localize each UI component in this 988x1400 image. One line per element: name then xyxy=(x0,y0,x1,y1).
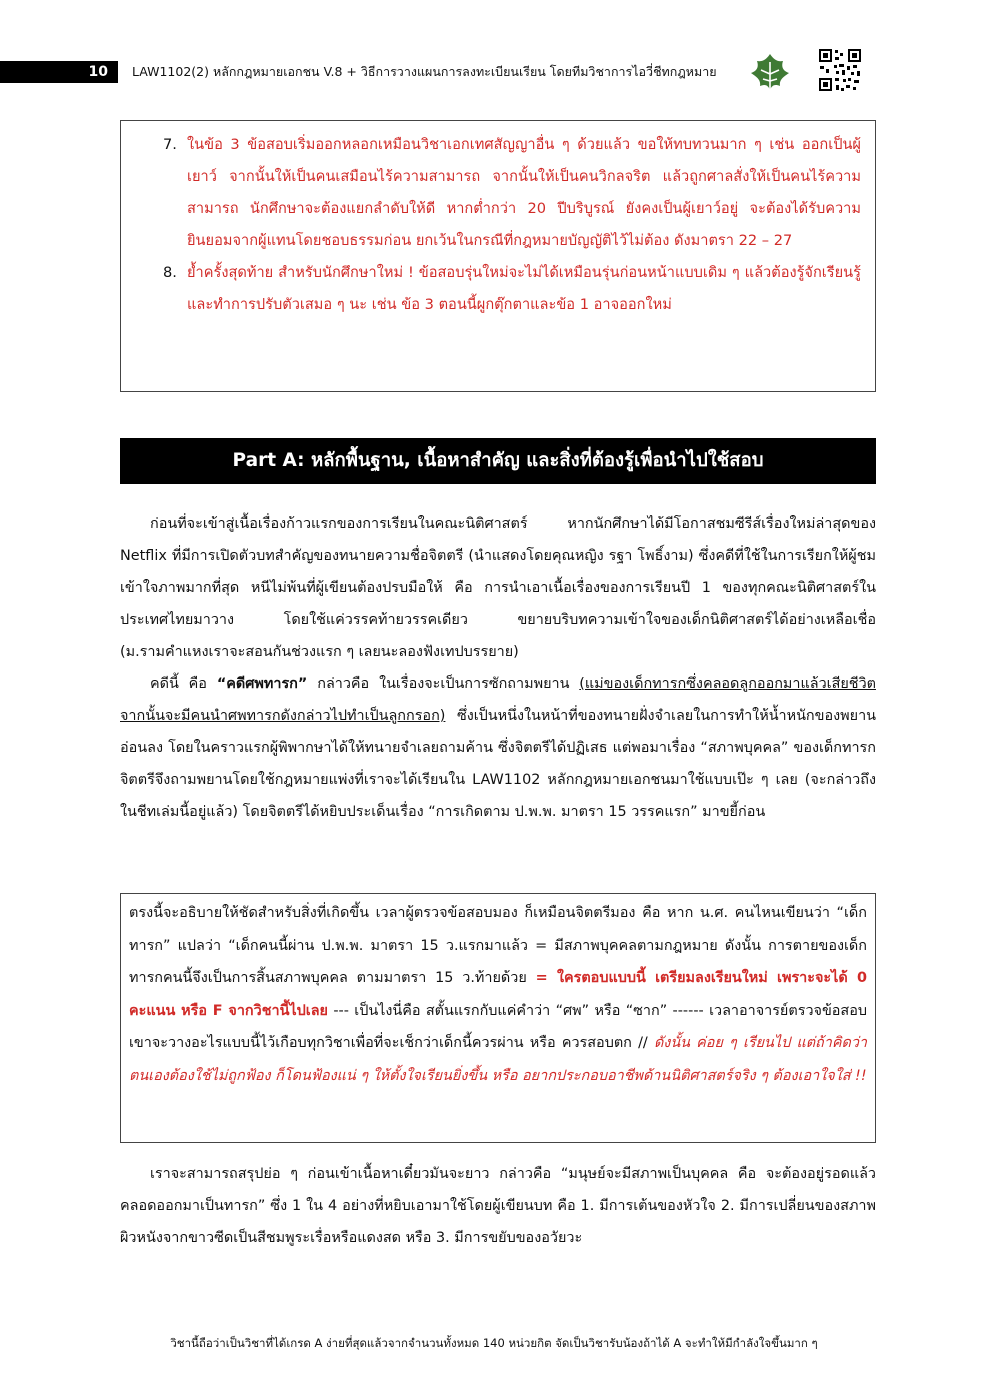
paragraph-summary: เราจะสามารถสรุปย่อ ๆ ก่อนเข้าเนื้อหาเดี๋ยวมันจะยาว กล่าวคือ “มนุษย์จะมีสภาพเป็นบุคคล คือ จะต้องอยู่รอดแล้วคลอดออกมาเป็นทารก” ซึ่ง 1 ใน 4 อย่างที่หยิบเอามาใช้โดยผู้เขียนบท คือ 1. มีการเต้นของหัวใจ 2. มีการเปลี่ยนของสภาพผิวหนังจากขาวซีดเป็นสีชมพูระเรื่อหรือแดงสด หรือ 3. มีการขยับของอวัยวะ xyxy=(120,1166,876,1246)
notes-box xyxy=(120,120,876,392)
case-underlined-note: (แม่ของเด็กทารกซึ่งคลอดลูกออกมาแล้วเสียชีวิต จากนั้นจะมีคนนำศพทารกดังกล่าวไปทำเป็นลูกกรอก) xyxy=(120,676,876,724)
qr-code-icon xyxy=(818,48,862,92)
list-item xyxy=(141,129,861,257)
section-title: Part A: หลักพื้นฐาน, เนื้อหาสำคัญ และสิ่งที่ต้องรู้เพื่อนำไปใช้สอบ xyxy=(120,438,876,484)
ivy-leaf-icon xyxy=(743,48,797,96)
warning-text: = ใครตอบแบบนี้ เตรียมลงเรียนใหม่ เพราะจะได้ 0 คะแนน หรือ F จากวิชานี้ไปเลย xyxy=(129,970,867,1019)
page-number: 10 xyxy=(0,61,118,83)
explanation-part2: --- เป็นไงนี่คือ สตั้นแรกกับแค่คำว่า “ศพ” หรือ “ซาก” ------ เวลาอาจารย์ตรวจข้อสอบ เขาจะวางอะไรแบบนี้ไว้เกือบทุกวิชาเพื่อที่จะเช็กว่าเด็กนี้ควรผ่าน หรือ ควรสอบตก // xyxy=(129,1002,867,1051)
list-item xyxy=(141,257,861,321)
case-lead: คดีนี้ คือ xyxy=(150,676,217,692)
italic-note: ดังนั้น ค่อย ๆ เรียนไป แต่ถ้าคิดว่าตนเองต้องใช้ไม่ถูกฟ้อง ก็โดนฟ้องแน่ ๆ ให้ตั้งใจเรียนยิ่งขึ้น หรือ อยากประกอบอาชีพด้านนิติศาสตร์จริง ๆ ต้องเอาใจใส่ !! xyxy=(129,1035,867,1084)
explanation-box xyxy=(120,893,876,1143)
case-after: กล่าวคือ ในเรื่องจะเป็นการซักถามพยาน xyxy=(307,676,580,692)
case-name: “คดีศพทารก” xyxy=(216,676,308,692)
explanation-text xyxy=(129,897,867,1092)
paragraph-intro: ก่อนที่จะเข้าสู่เนื้อเรื่องก้าวแรกของการเรียนในคณะนิติศาสตร์ หากนักศึกษาได้มีโอกาสชมซีรีส์เรื่องใหม่ล่าสุดของ Netflix ที่มีการเปิดตัวบทสำคัญของทนายความชื่อจิตตรี (นำแสดงโดยคุณหญิง รฐา โพธิ์งาม) ซึ่งคดีที่ใช้ในการเรียกให้ผู้ชมเข้าใจภาพมากที่สุด หนีไม่พ้นที่ผู้เขียนต้องปรบมือให้ คือ การนำเอาเนื้อเรื่องของการเรียนปี 1 ของทุกคณะนิติศาสตร์ในประเทศไทยมาวาง โดยใช้แค่วรรคท้ายวรรคเดียว ขยายบริบทความเข้าใจของเด็กนิติศาสตร์ได้อย่างเหลือเชื่อ (ม.รามคำแหงเราจะสอนกันช่วงแรก ๆ เลยนะลองฟังเทปบรรยาย) xyxy=(120,516,876,660)
notes-list xyxy=(141,129,861,321)
list-item-text: ในข้อ 3 ข้อสอบเริ่มออกหลอกเหมือนวิชาเอกเทศสัญญาอื่น ๆ ด้วยแล้ว ขอให้ทบทวนมาก ๆ เช่น ออกเป็นผู้เยาว์ จากนั้นให้เป็นคนเสมือนไร้ความสามารถ จากนั้นให้เป็นคนวิกลจริต แล้วถูกศาลสั่งให้เป็นคนไร้ความสามารถ นักศึกษาจะต้องแยกลำดับให้ดี หากต่ำกว่า 20 ปีบริบูรณ์ ยังคงเป็นผู้เยาว์อยู่ จะต้องได้รับความยินยอมจากผู้แทนโดยชอบธรรมก่อน ยกเว้นในกรณีที่กฎหมายบัญญัติไว้ไม่ต้อง ดังมาตรา 22 – 27 xyxy=(187,136,861,249)
header-title: LAW1102(2) หลักกฎหมายเอกชน V.8 + วิธีการวางแผนการลงทะเบียนเรียน โดยทีมวิชาการไอวี่ชีทกฎหมาย xyxy=(132,64,717,79)
page-footer: วิชานี้ถือว่าเป็นวิชาที่ได้เกรด A ง่ายที่สุดแล้วจากจำนวนทั้งหมด 140 หน่วยกิต จัดเป็นวิชารับน้องถ้าได้ A จะทำให้มีกำลังใจขึ้นมาก ๆ xyxy=(170,1336,818,1350)
list-item-number: 7. xyxy=(163,136,177,153)
explanation-part1: ตรงนี้จะอธิบายให้ชัดสำหรับสิ่งที่เกิดขึ้น เวลาผู้ตรวจข้อสอบมอง ก็เหมือนจิตตรีมอง คือ หาก น.ศ. คนไหนเขียนว่า “เด็กทารก” แปลว่า “เด็กคนนี้ผ่าน ป.พ.พ. มาตรา 15 ว.แรกมาแล้ว = มีสภาพบุคคลตามกฎหมาย ดังนั้น การตายของเด็กทารกคนนี้จึงเป็นการสิ้นสภาพบุคคล ตามมาตรา 15 ว.ท้ายด้วย xyxy=(129,905,867,986)
case-rest: ซึ่งเป็นหนึ่งในหน้าที่ของทนายฝั่งจำเลยในการทำให้น้ำหนักของพยานอ่อนลง โดยในคราวแรกผู้พิพากษาได้ให้ทนายจำเลยถามค้าน ซึ่งจิตตรีได้ปฏิเสธ แต่พอมาเรื่อง “สภาพบุคคล” ของเด็กทารกจิตตรีจึงถามพยานโดยใช้กฎหมายแพ่งที่เราจะได้เรียนใน LAW1102 หลักกฎหมายเอกชนมาใช้แบบเป๊ะ ๆ เลย (จะกล่าวถึงในชีทเล่มนี้อยู่แล้ว) โดยจิตตรีได้หยิบประเด็นเรื่อง “การเกิดตาม ป.พ.พ. มาตรา 15 วรรคแรก” มาขยี้ก่อน xyxy=(120,708,876,820)
paragraph-case xyxy=(120,668,876,828)
list-item-text: ย้ำครั้งสุดท้าย สำหรับนักศึกษาใหม่ ! ข้อสอบรุ่นใหม่จะไม่ได้เหมือนรุ่นก่อนหน้าแบบเดิม ๆ แล้วต้องรู้จักเรียนรู้และทำการปรับตัวเสมอ ๆ นะ เช่น ข้อ 3 ตอนนี้ผูกตุ๊กตาและข้อ 1 อาจออกใหม่ xyxy=(187,264,861,313)
page-header xyxy=(0,48,988,96)
list-item-number: 8. xyxy=(163,264,177,281)
